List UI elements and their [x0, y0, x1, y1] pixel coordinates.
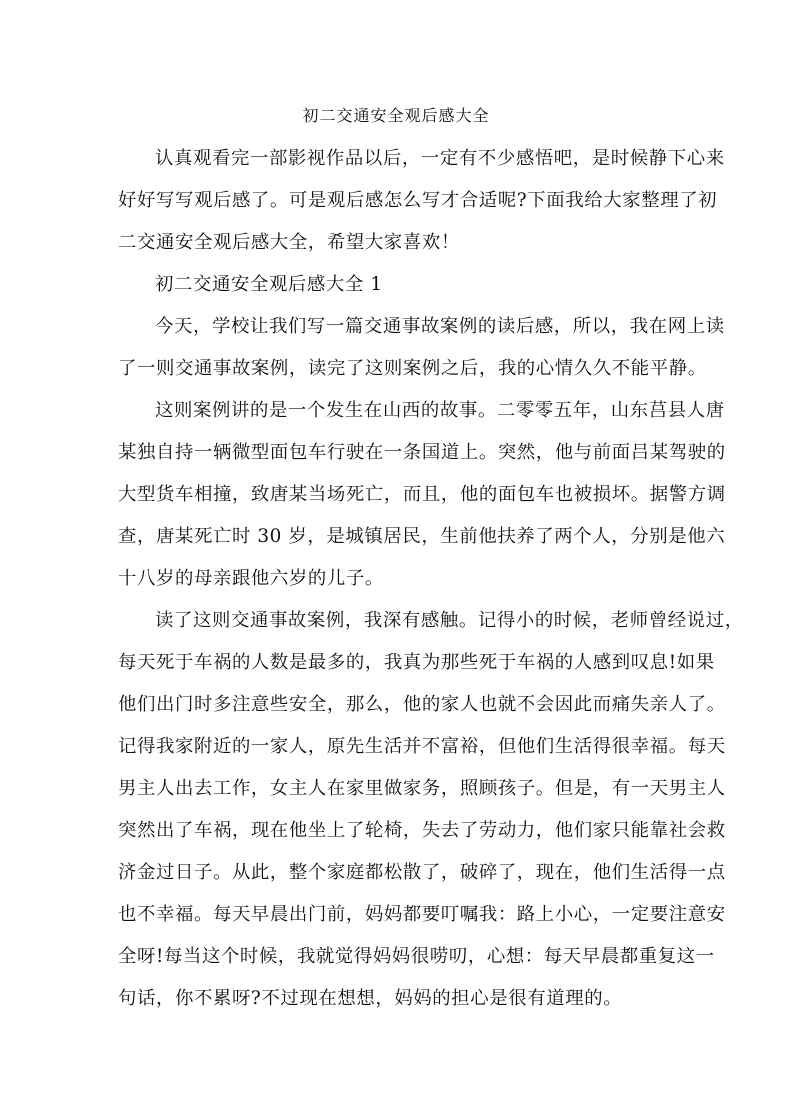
document-title: 初二交通安全观后感大全 [302, 106, 490, 125]
text-line: 今天，学校让我们写一篇交通事故案例的读后感，所以，我在网上读 [155, 316, 725, 337]
text-line: 认真观看完一部影视作品以后，一定有不少感悟吧，是时候静下心来 [155, 148, 725, 169]
text-line: 查，唐某死亡时 30 岁，是城镇居民，生前他扶养了两个人，分别是他六 [118, 526, 726, 547]
text-line: 男主人出去工作，女主人在家里做家务，照顾孩子。但是，有一天男主人 [118, 778, 726, 799]
text-line: 这则案例讲的是一个发生在山西的故事。二零零五年，山东莒县人唐 [155, 400, 725, 421]
text-line: 读了这则交通事故案例，我深有感触。记得小的时候，老师曾经说过， [155, 610, 744, 631]
text-line: 二交通安全观后感大全，希望大家喜欢！ [118, 232, 460, 253]
text-line: 了一则交通事故案例，读完了这则案例之后，我的心情久久不能平静。 [118, 358, 707, 379]
text-line: 大型货车相撞，致唐某当场死亡，而且，他的面包车也被损坏。据警方调 [118, 484, 726, 505]
text-line: 某独自持一辆微型面包车行驶在一条国道上。突然，他与前面吕某驾驶的 [118, 442, 726, 463]
text-line: 好好写写观后感了。可是观后感怎么写才合适呢?下面我给大家整理了初 [118, 190, 718, 211]
text-line: 十八岁的母亲跟他六岁的儿子。 [118, 568, 384, 589]
text-line: 全呀!每当这个时候，我就觉得妈妈很唠叨，心想：每天早晨都重复这一 [118, 946, 715, 967]
text-line: 也不幸福。每天早晨出门前，妈妈都要叮嘱我：路上小心，一定要注意安 [118, 904, 726, 925]
text-line: 济金过日子。从此，整个家庭都松散了，破碎了，现在，他们生活得一点 [118, 862, 726, 883]
text-line: 句话，你不累呀?不过现在想想，妈妈的担心是很有道理的。 [118, 988, 623, 1009]
text-line: 记得我家附近的一家人，原先生活并不富裕，但他们生活得很幸福。每天 [118, 736, 726, 757]
text-line: 突然出了车祸，现在他坐上了轮椅，失去了劳动力，他们家只能靠社会救 [118, 820, 726, 841]
section-heading: 初二交通安全观后感大全 1 [155, 274, 383, 295]
text-line: 他们出门时多注意些安全，那么，他的家人也就不会因此而痛失亲人了。 [118, 694, 726, 715]
text-line: 每天死于车祸的人数是最多的，我真为那些死于车祸的人感到叹息!如果 [118, 652, 715, 673]
